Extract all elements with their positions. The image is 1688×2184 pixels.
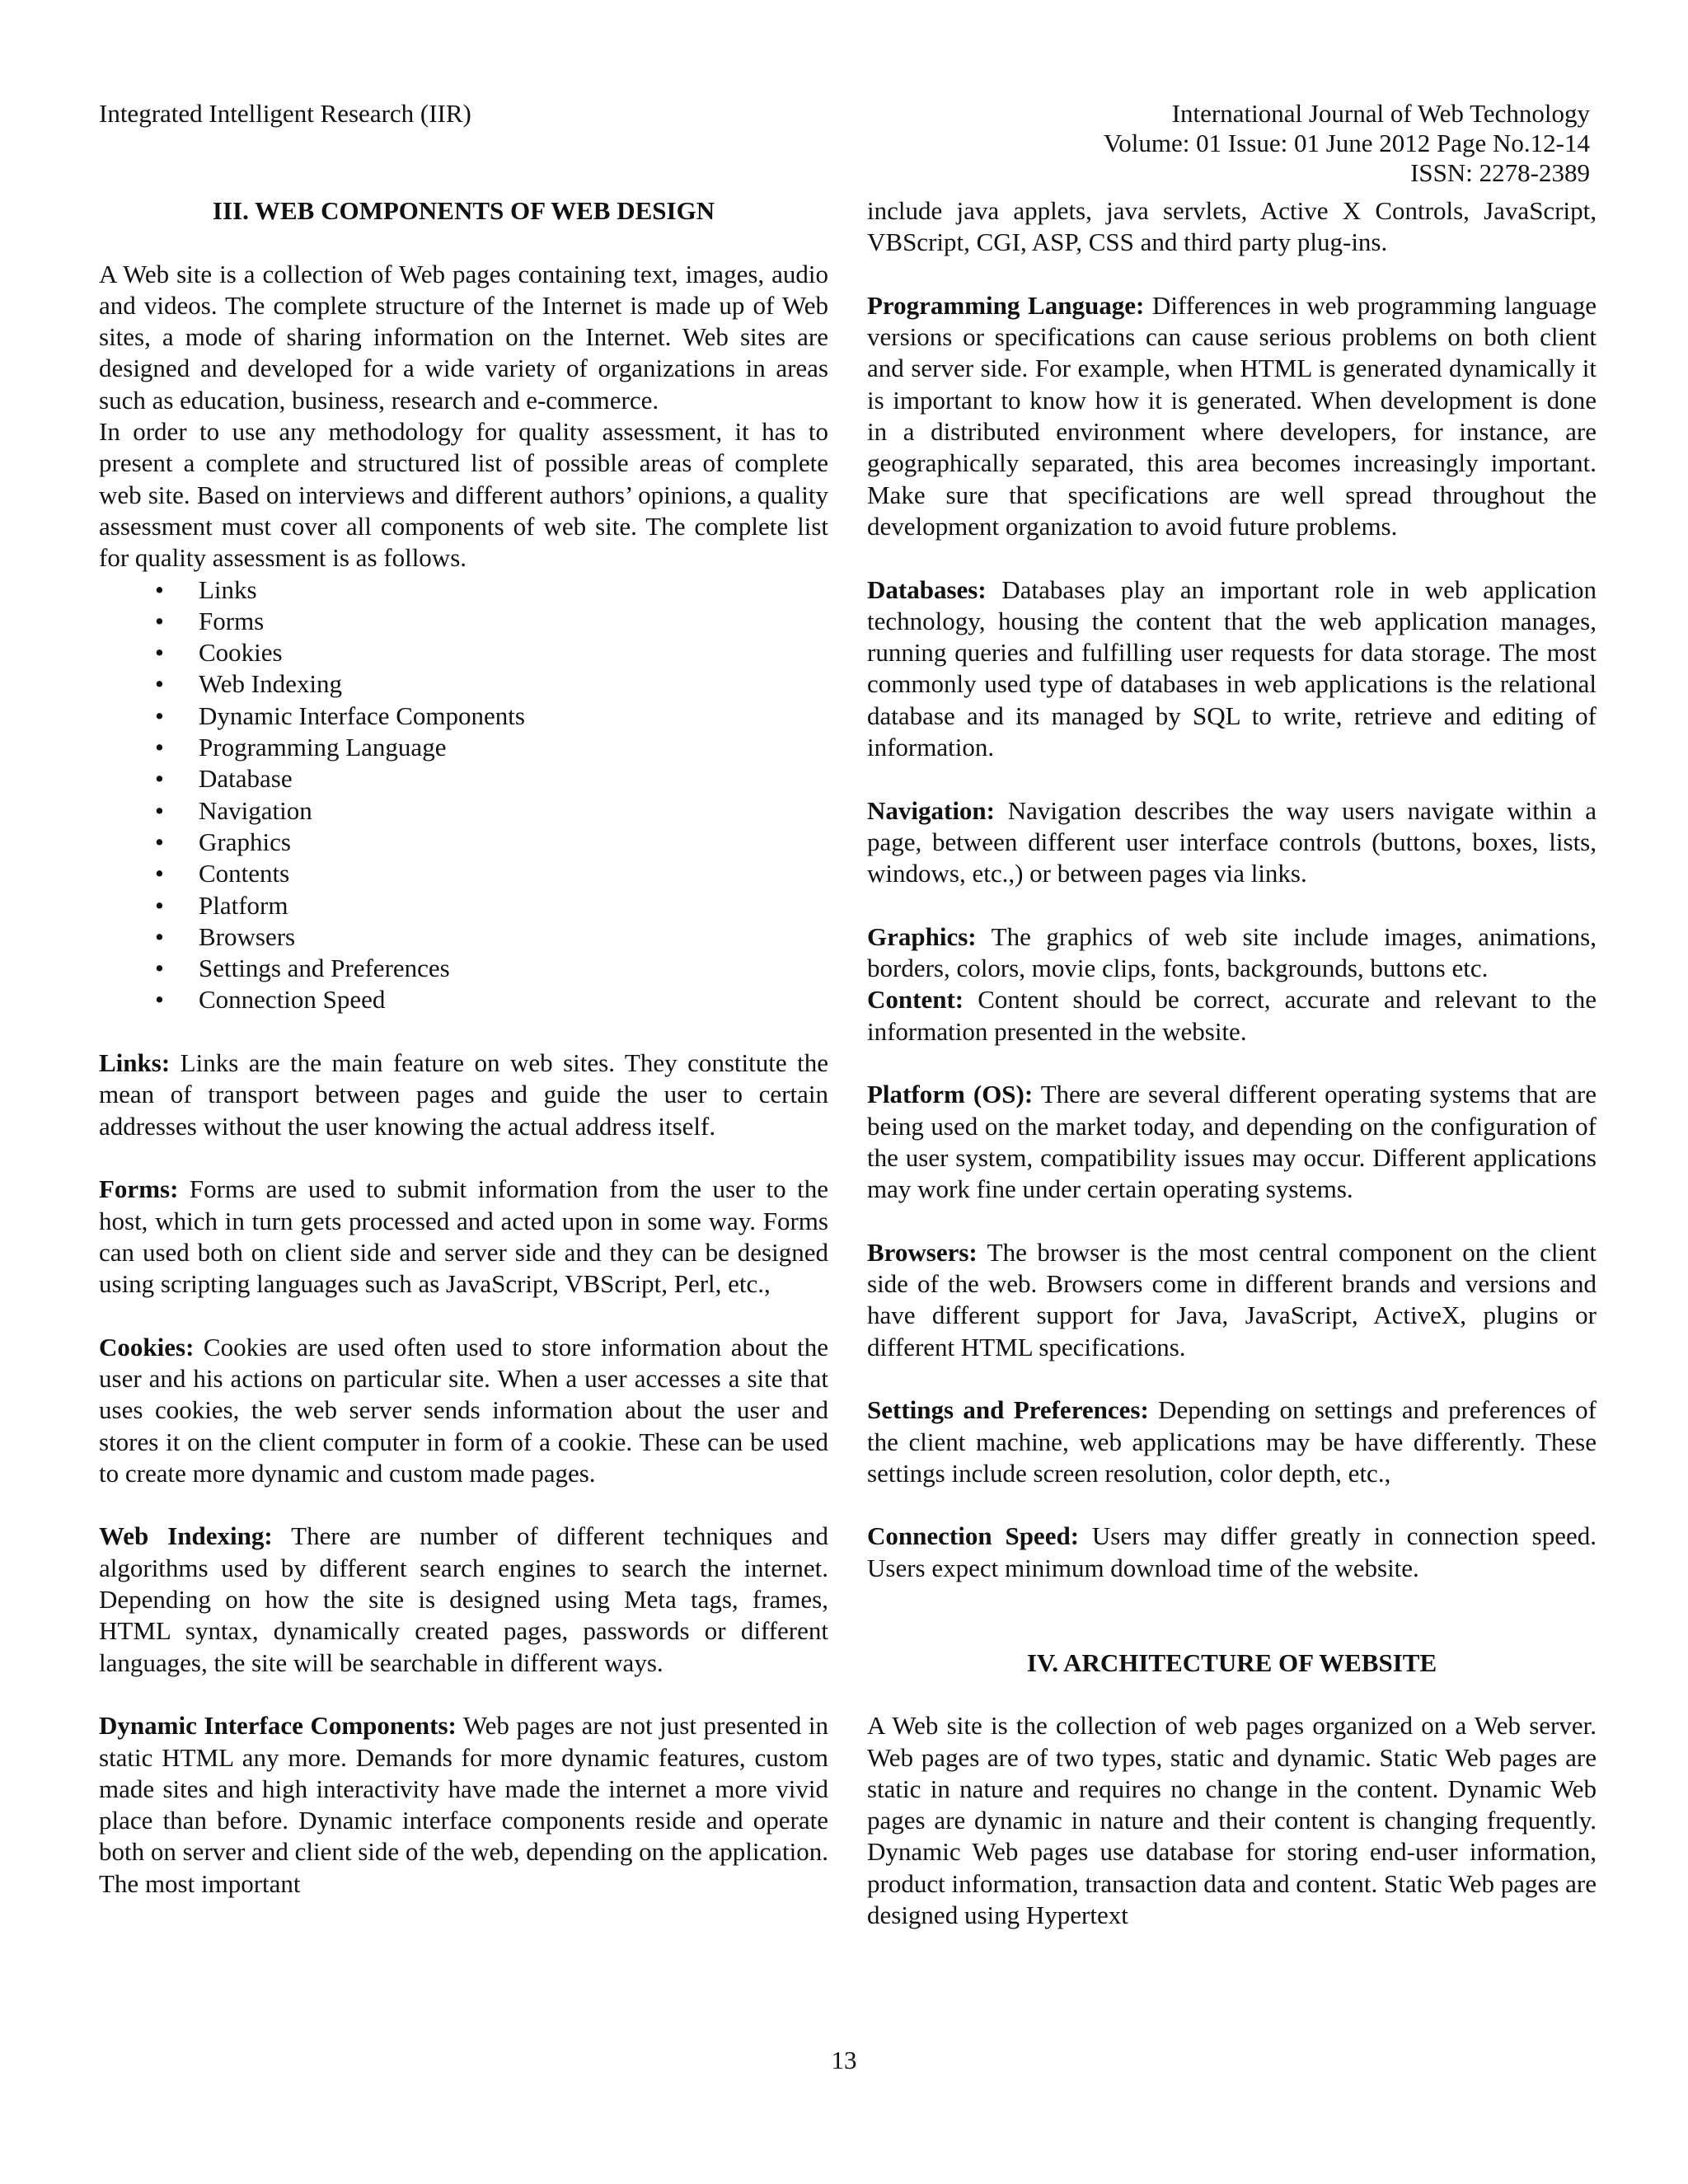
list-item: • Database [99, 763, 828, 794]
list-item: • Browsers [99, 921, 828, 953]
forms-term: Forms: [99, 1174, 179, 1204]
intro-paragraph-1: A Web site is a collection of Web pages containing text, images, audio and videos. The complete structure of the Internet is made up of Web sites, a mode of sharing information on the Internet. Web sites are designed and developed for a wide variety of organizations in areas such as education, business, research and e-commerce. [99, 259, 828, 415]
list-item: • Forms [99, 606, 828, 637]
continuation-paragraph: include java applets, java servlets, Active X Controls, JavaScript, VBScript, CGI, ASP, CSS and third party plug-ins. [867, 196, 1597, 257]
platform-term: Platform (OS): [867, 1080, 1034, 1109]
list-item: • Cookies [99, 637, 828, 668]
browsers-term: Browsers: [867, 1237, 978, 1267]
databases-paragraph [867, 574, 1597, 764]
databases-text: Databases play an important role in web application technology, housing the content that the web application manages, running queries and fulfilling user requests for data storage. The most commonly used type of databases in web applications is the relational database and its managed by SQL to write, retrieve and editing of information. [867, 574, 1597, 762]
programming-paragraph [867, 290, 1597, 542]
navigation-paragraph [867, 795, 1597, 890]
running-header-right [931, 99, 1590, 188]
connection-speed-term: Connection Speed: [867, 1521, 1080, 1551]
forms-paragraph [99, 1174, 828, 1300]
platform-paragraph [867, 1079, 1597, 1205]
list-item: • Programming Language [99, 732, 828, 763]
list-item: • Connection Speed [99, 984, 828, 1015]
list-item: • Web Indexing [99, 668, 828, 700]
issn: ISSN: 2278-2389 [1410, 158, 1590, 187]
forms-text: Forms are used to submit information from the user to the host, which in turn gets processed and acted upon in some way. Forms can used both on client side and server side and they can be designed using scripting languages such as JavaScript, VBScript, Perl, etc., [99, 1174, 828, 1299]
list-item: • Contents [99, 858, 828, 889]
databases-term: Databases: [867, 574, 987, 604]
navigation-term: Navigation: [867, 795, 995, 825]
programming-term: Programming Language: [867, 290, 1145, 320]
dynamic-components-term: Dynamic Interface Components: [99, 1711, 457, 1741]
page-number: 13 [831, 2046, 857, 2074]
journal-title: International Journal of Web Technology [1171, 99, 1590, 128]
links-paragraph [99, 1047, 828, 1142]
list-item: • Settings and Preferences [99, 953, 828, 984]
settings-text: Depending on settings and preferences of the client machine, web applications may be have differently. These settings include screen resolution, color depth, etc., [867, 1395, 1597, 1488]
graphics-term: Graphics: [867, 921, 977, 951]
connection-speed-text: Users may differ greatly in connection speed. Users expect minimum download time of the website. [867, 1521, 1597, 1582]
cookies-paragraph [99, 1332, 828, 1489]
web-indexing-paragraph [99, 1521, 828, 1678]
list-item: • Platform [99, 890, 828, 921]
programming-text: Differences in web programming language versions or specifications can cause serious problems on both client and server side. For example, when HTML is generated dynamically it is important to know how it is generated. When development is done in a distributed environment where developers, for instance, are geographically separated, this area becomes increasingly important. Make sure that specifications are well spread throughout the development organization to avoid future problems. [867, 290, 1597, 541]
content-term: Content: [867, 985, 964, 1015]
left-column [99, 195, 828, 1900]
dynamic-components-text: Web pages are not just presented in static HTML any more. Demands for more dynamic features, custom made sites and high interactivity have made the internet a more vivid place than before. Dynamic interface components reside and operate both on server and client side of the web, depending on the application. The most important [99, 1711, 828, 1898]
connection-speed-paragraph [867, 1521, 1597, 1584]
list-item: • Dynamic Interface Components [99, 701, 828, 732]
browsers-text: The browser is the most central component on the client side of the web. Browsers come in different brands and versions and have different support for Java, JavaScript, ActiveX, plugins or different HTML specifications. [867, 1237, 1597, 1361]
web-indexing-term: Web Indexing: [99, 1521, 273, 1551]
graphics-text: The graphics of web site include images, animations, borders, colors, movie clips, fonts, backgrounds, buttons etc. [867, 921, 1597, 983]
right-column [867, 195, 1597, 1931]
web-indexing-text: There are number of different techniques and algorithms used by different search engines to search the internet. Depending on how the site is designed using Meta tags, frames, HTML syntax, dynamically created pages, passwords or different languages, the site will be searchable in different ways. [99, 1521, 828, 1677]
list-item: • Graphics [99, 827, 828, 858]
architecture-paragraph: A Web site is the collection of web pages organized on a Web server. Web pages are of two types, static and dynamic. Static Web pages are static in nature and requires no change in the content. Dynamic Web pages are dynamic in nature and their content is changing frequently. Dynamic Web pages use database for storing end-user information, product information, transaction data and content. Static Web pages are designed using Hypertext [867, 1711, 1597, 1930]
settings-term: Settings and Preferences: [867, 1395, 1149, 1425]
links-text: Links are the main feature on web sites. They constitute the mean of transport between pages and guide the user to certain addresses without the user knowing the actual address itself. [99, 1048, 828, 1141]
section-heading-iii: III. WEB COMPONENTS OF WEB DESIGN [212, 196, 715, 225]
cookies-term: Cookies: [99, 1332, 195, 1361]
settings-paragraph [867, 1394, 1597, 1489]
section-heading-iv: IV. ARCHITECTURE OF WEBSITE [1026, 1647, 1437, 1677]
content-text: Content should be correct, accurate and relevant to the information presented in the website. [867, 985, 1597, 1046]
volume-issue: Volume: 01 Issue: 01 June 2012 Page No.12-14 [1103, 129, 1590, 157]
cookies-text: Cookies are used often used to store information about the user and his actions on particular site. When a user accesses a site that uses cookies, the web server sends information about the user and stores it on the client computer in form of a cookie. These can be used to create more dynamic and custom made pages. [99, 1332, 828, 1488]
links-term: Links: [99, 1048, 171, 1078]
intro-paragraph-2: In order to use any methodology for quality assessment, it has to present a complete and structured list of possible areas of complete web site. Based on interviews and different authors’ opinions, a quality assessment must cover all components of web site. The complete list for quality assessment is as follows. [99, 417, 828, 573]
list-item: • Navigation [99, 795, 828, 827]
navigation-text: Navigation describes the way users navigate within a page, between different user interface controls (buttons, boxes, lists, windows, etc.,) or between pages via links. [867, 795, 1597, 888]
dynamic-components-paragraph [99, 1710, 828, 1900]
list-item: • Links [99, 574, 828, 606]
running-header-left: Integrated Intelligent Research (IIR) [99, 99, 471, 128]
component-list [99, 574, 828, 1016]
platform-text: There are several different operating systems that are being used on the market today, and depending on the configuration of the user system, compatibility issues may occur. Different applications may work fine under certain operating systems. [867, 1080, 1597, 1204]
browsers-paragraph [867, 1237, 1597, 1363]
graphics-paragraph [867, 921, 1597, 985]
content-paragraph [867, 984, 1597, 1047]
